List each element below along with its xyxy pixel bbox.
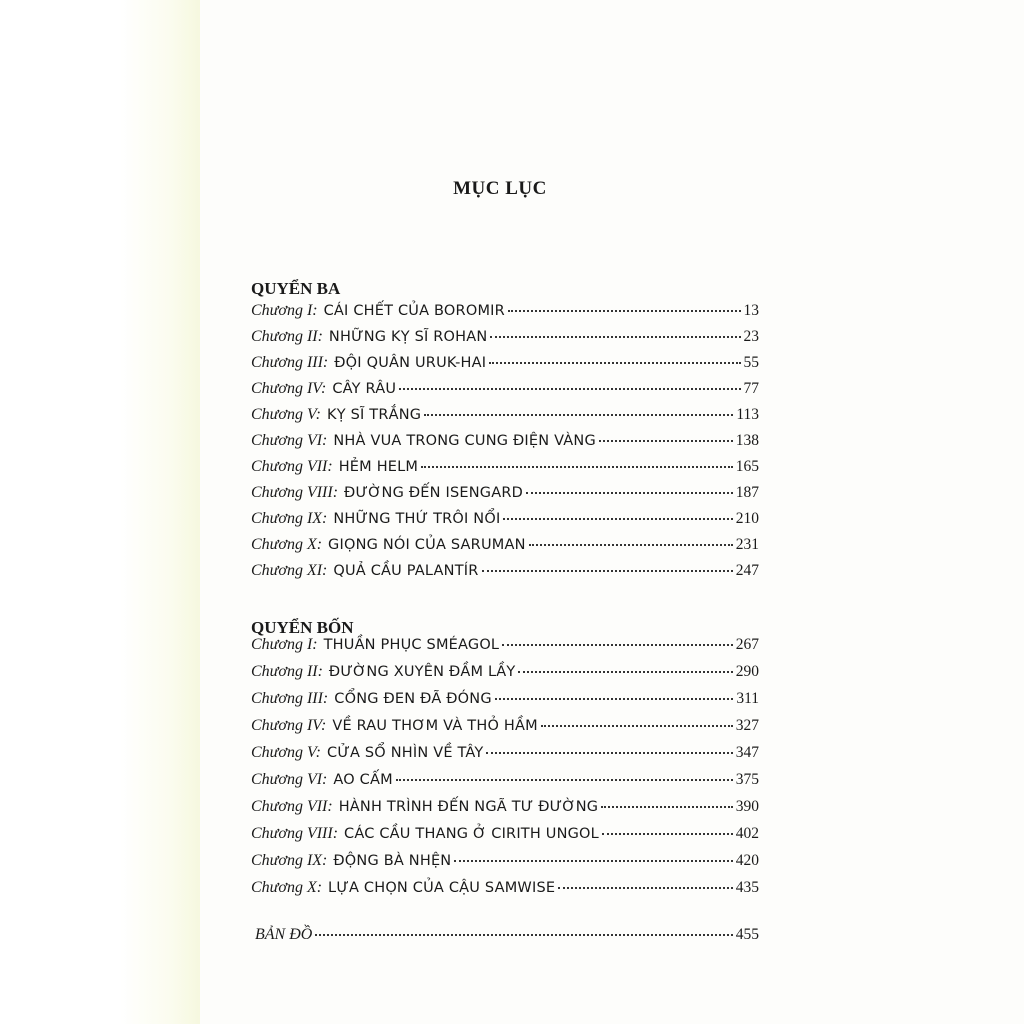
toc-entry-label: Chương IV: <box>251 380 327 397</box>
toc-entry-label: Chương VI: <box>251 771 328 788</box>
dot-leader <box>558 887 733 889</box>
toc-entry-label: Chương IX: <box>251 510 328 527</box>
toc-entry-title: VỀ RAU THƠM VÀ THỎ HẦM <box>332 718 538 734</box>
toc-entry-title: GIỌNG NÓI CỦA SARUMAN <box>328 537 526 553</box>
toc-entry[interactable] <box>251 825 759 849</box>
toc-entry-label: Chương I: <box>251 636 318 653</box>
toc-entry[interactable] <box>251 458 759 482</box>
toc-entry-page-number: 347 <box>735 744 759 761</box>
section-heading-book-four: QUYỂN BỐN <box>251 618 354 637</box>
toc-entry-page-number: 375 <box>735 771 759 788</box>
toc-entry[interactable] <box>251 852 759 876</box>
toc-entry-label: Chương IV: <box>251 717 327 734</box>
toc-entry-label: Chương VII: <box>251 458 333 475</box>
toc-entry-page-number: 247 <box>735 562 759 579</box>
toc-entry-title: QUẢ CẦU PALANTÍR <box>333 563 479 579</box>
toc-entry-page-number: 402 <box>735 825 759 842</box>
toc-entry-page-number: 55 <box>743 354 759 371</box>
dot-leader <box>526 492 733 494</box>
dot-leader <box>602 833 733 835</box>
toc-entry-title: LỰA CHỌN CỦA CẬU SAMWISE <box>328 880 556 896</box>
toc-entry-title: CÁC CẦU THANG Ở CIRITH UNGOL <box>344 826 599 842</box>
toc-entry-title: CỬA SỔ NHÌN VỀ TÂY <box>327 745 484 761</box>
toc-entry-title: THUẦN PHỤC SMÉAGOL <box>323 637 500 653</box>
toc-entry[interactable] <box>251 328 759 352</box>
dot-leader <box>529 544 733 546</box>
toc-entry[interactable] <box>251 562 759 586</box>
toc-entry[interactable] <box>251 744 759 768</box>
toc-entry-label: Chương II: <box>251 328 323 345</box>
toc-entry-label: Chương VII: <box>251 798 333 815</box>
toc-entry[interactable] <box>251 510 759 534</box>
toc-entry[interactable] <box>251 302 759 326</box>
toc-entry-label: Chương IX: <box>251 852 328 869</box>
toc-entry-page-number: 435 <box>735 879 759 896</box>
toc-entry-label: Chương I: <box>251 302 318 319</box>
toc-entry-page-number: 187 <box>735 484 759 501</box>
dot-leader <box>490 336 740 338</box>
toc-entry[interactable] <box>251 354 759 378</box>
toc-entry-page-number: 327 <box>735 717 759 734</box>
dot-leader <box>454 860 732 862</box>
toc-entry-label: Chương VIII: <box>251 484 339 501</box>
toc-entry-title: CÁI CHẾT CỦA BOROMIR <box>323 303 505 319</box>
dot-leader <box>489 362 740 364</box>
toc-entry-label: Chương X: <box>251 879 323 896</box>
toc-entry-title: HẺM HELM <box>338 459 419 475</box>
toc-entry-label: Chương V: <box>251 744 321 761</box>
toc-entry-title: CÂY RÂU <box>332 381 397 397</box>
toc-entry[interactable] <box>251 717 759 741</box>
dot-leader <box>399 388 740 390</box>
toc-entry-page-number: 420 <box>735 852 759 869</box>
toc-entry-title: ĐỘNG BÀ NHỆN <box>333 853 452 869</box>
dot-leader <box>502 644 733 646</box>
toc-entry[interactable] <box>251 536 759 560</box>
toc-entry-label: Chương III: <box>251 690 329 707</box>
toc-entry-page-number: 113 <box>736 406 759 423</box>
toc-entry-page-number: 290 <box>735 663 759 680</box>
toc-entry[interactable] <box>251 432 759 456</box>
dot-leader <box>396 779 733 781</box>
dot-leader <box>503 518 732 520</box>
toc-entry[interactable] <box>251 798 759 822</box>
dot-leader <box>486 752 732 754</box>
dot-leader <box>601 806 733 808</box>
toc-entry-title: NHỮNG KỴ SĨ ROHAN <box>328 329 488 345</box>
toc-entry-title: NHÀ VUA TRONG CUNG ĐIỆN VÀNG <box>333 433 596 449</box>
toc-entry-title: ĐỘI QUÂN URUK-HAI <box>334 355 487 371</box>
dot-leader <box>424 414 733 416</box>
toc-entry-page-number: 23 <box>743 328 759 345</box>
toc-entry[interactable] <box>251 406 759 430</box>
toc-entry[interactable] <box>251 484 759 508</box>
toc-entry-page-number: 77 <box>743 380 759 397</box>
toc-entry-page-number: 231 <box>735 536 759 553</box>
toc-entry-title: AO CẤM <box>333 772 393 788</box>
toc-entry-label: Chương XI: <box>251 562 328 579</box>
dot-leader <box>421 466 733 468</box>
toc-entry[interactable] <box>251 636 759 660</box>
toc-entry[interactable] <box>251 690 759 714</box>
toc-entry[interactable] <box>251 663 759 687</box>
toc-entry-title: KỴ SĨ TRẮNG <box>327 407 422 423</box>
toc-entry-label: Chương VIII: <box>251 825 339 842</box>
toc-entry-page-number: 455 <box>735 926 759 943</box>
toc-entry-title: ĐƯỜNG ĐẾN ISENGARD <box>344 485 523 501</box>
dot-leader <box>541 725 733 727</box>
dot-leader <box>518 671 732 673</box>
toc-entry-label: Chương X: <box>251 536 323 553</box>
dot-leader <box>482 570 733 572</box>
toc-entry-label: Chương II: <box>251 663 323 680</box>
page-margin-shadow <box>0 0 200 1024</box>
toc-entry-title: HÀNH TRÌNH ĐẾN NGÃ TƯ ĐƯỜNG <box>338 799 599 815</box>
toc-entry-page-number: 390 <box>735 798 759 815</box>
toc-entry-title: ĐƯỜNG XUYÊN ĐẦM LẦY <box>328 664 516 680</box>
dot-leader <box>315 934 732 936</box>
page-title: MỤC LỤC <box>453 178 547 199</box>
dot-leader <box>508 310 741 312</box>
toc-entry-page-number: 311 <box>736 690 759 707</box>
dot-leader <box>599 440 733 442</box>
section-heading-book-three: QUYỂN BA <box>251 279 341 298</box>
dot-leader <box>495 698 734 700</box>
toc-entry-map[interactable] <box>255 926 759 950</box>
toc-entry-page-number: 13 <box>743 302 759 319</box>
toc-entry-label: BẢN ĐỒ <box>255 926 313 943</box>
toc-entry-page-number: 210 <box>735 510 759 527</box>
toc-entry-title: NHỮNG THỨ TRÔI NỔI <box>333 511 501 527</box>
toc-entry-label: Chương VI: <box>251 432 328 449</box>
toc-entry-label: Chương V: <box>251 406 321 423</box>
toc-entry-page-number: 267 <box>735 636 759 653</box>
toc-entry[interactable] <box>251 879 759 903</box>
toc-entry-label: Chương III: <box>251 354 329 371</box>
toc-entry[interactable] <box>251 380 759 404</box>
toc-entry-title: CỔNG ĐEN ĐÃ ĐÓNG <box>334 691 492 707</box>
toc-entry-page-number: 138 <box>735 432 759 449</box>
toc-entry[interactable] <box>251 771 759 795</box>
toc-entry-page-number: 165 <box>735 458 759 475</box>
